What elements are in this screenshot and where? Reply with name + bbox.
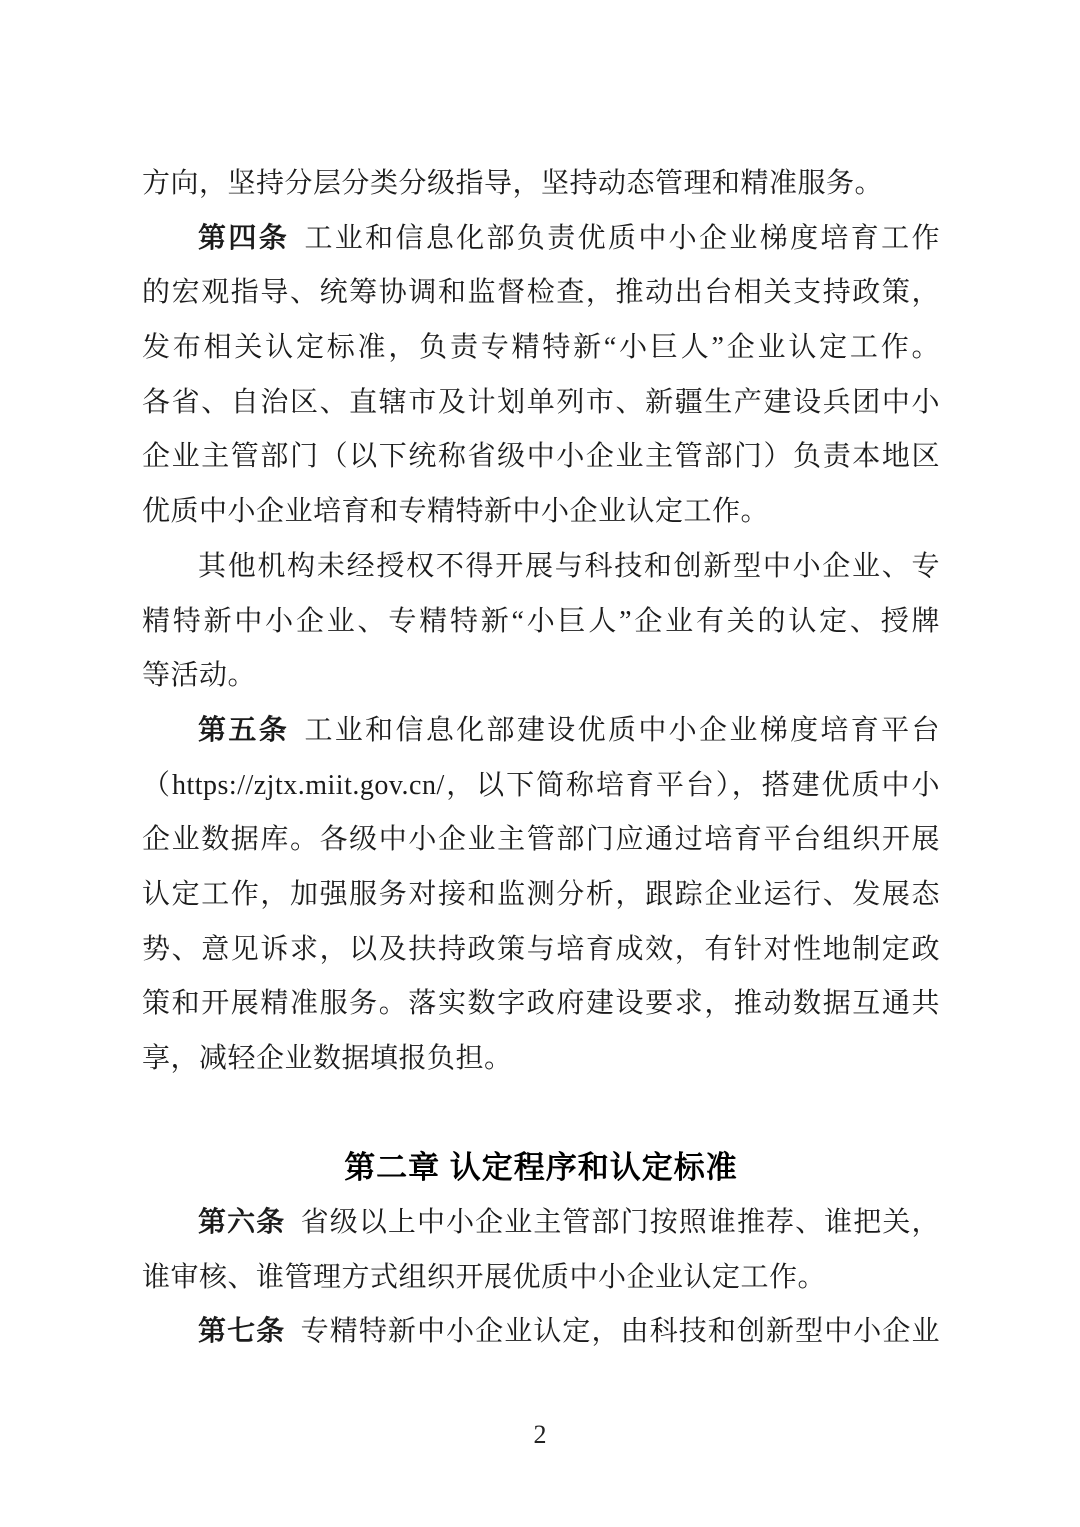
line-text: 享，减轻企业数据填报负担。 [142, 1043, 513, 1074]
line-text: 方向，坚持分层分类分级指导，坚持动态管理和精准服务。 [142, 168, 884, 199]
text-line [142, 157, 940, 212]
blank-line [142, 1087, 940, 1142]
text-line [142, 1032, 940, 1087]
text-line [142, 759, 940, 814]
line-text: 的宏观指导、统筹协调和监督检查，推动出台相关支持政策， [142, 277, 940, 309]
chapter-heading: 第二章 认定程序和认定标准 [344, 1150, 738, 1186]
text-line [142, 540, 940, 595]
text-line [142, 1305, 940, 1360]
text-line [142, 485, 940, 540]
line-text: 其他机构未经授权不得开展与科技和创新型中小企业、专 [198, 550, 940, 582]
text-line [142, 977, 940, 1032]
text-line [142, 649, 940, 704]
text-line [142, 813, 940, 868]
text-line [142, 266, 940, 321]
text-line [142, 212, 940, 267]
line-text: 工业和信息化部建设优质中小企业梯度培育平台 [304, 714, 940, 746]
line-text: 专精特新中小企业认定，由科技和创新型中小企业 [300, 1316, 940, 1348]
text-line [142, 595, 940, 650]
line-text: 工业和信息化部负责优质中小企业梯度培育工作 [304, 222, 940, 254]
line-text: 势、意见诉求，以及扶持政策与培育成效，有针对性地制定政 [142, 933, 940, 965]
text-line [142, 868, 940, 923]
article-number: 第四条 [198, 222, 290, 254]
line-text: 省级以上中小企业主管部门按照谁推荐、谁把关， [300, 1207, 940, 1239]
line-text: 精特新中小企业、专精特新“小巨人”企业有关的认定、授牌 [142, 605, 940, 637]
line-text: 等活动。 [142, 660, 257, 692]
line-text: 各省、自治区、直辖市及计划单列市、新疆生产建设兵团中小 [142, 386, 940, 418]
text-line [142, 321, 940, 376]
line-text: 优质中小企业培育和专精特新中小企业认定工作。 [142, 496, 770, 528]
line-text: 发布相关认定标准，负责专精特新“小巨人”企业认定工作。 [142, 332, 940, 364]
page-number: 2 [533, 1420, 547, 1449]
text-line [142, 376, 940, 431]
text-line [142, 430, 940, 485]
line-text: （https://zjtx.miit.gov.cn/，以下简称培育平台），搭建优质中小 [142, 769, 940, 801]
article-number: 第五条 [198, 714, 290, 746]
text-line [142, 923, 940, 978]
text-line [142, 1251, 940, 1306]
text-line [142, 704, 940, 759]
text-line [142, 1196, 940, 1251]
article-number: 第七条 [198, 1316, 286, 1348]
line-text: 认定工作，加强服务对接和监测分析，跟踪企业运行、发展态 [142, 878, 940, 910]
line-text: 企业主管部门（以下统称省级中小企业主管部门）负责本地区 [142, 441, 940, 473]
article-number: 第六条 [198, 1207, 286, 1239]
line-text: 企业数据库。各级中小企业主管部门应通过培育平台组织开展 [142, 824, 940, 856]
document-body [142, 157, 940, 1360]
line-text: 策和开展精准服务。落实数字政府建设要求，推动数据互通共 [142, 988, 940, 1020]
line-text: 谁审核、谁管理方式组织开展优质中小企业认定工作。 [142, 1261, 827, 1293]
